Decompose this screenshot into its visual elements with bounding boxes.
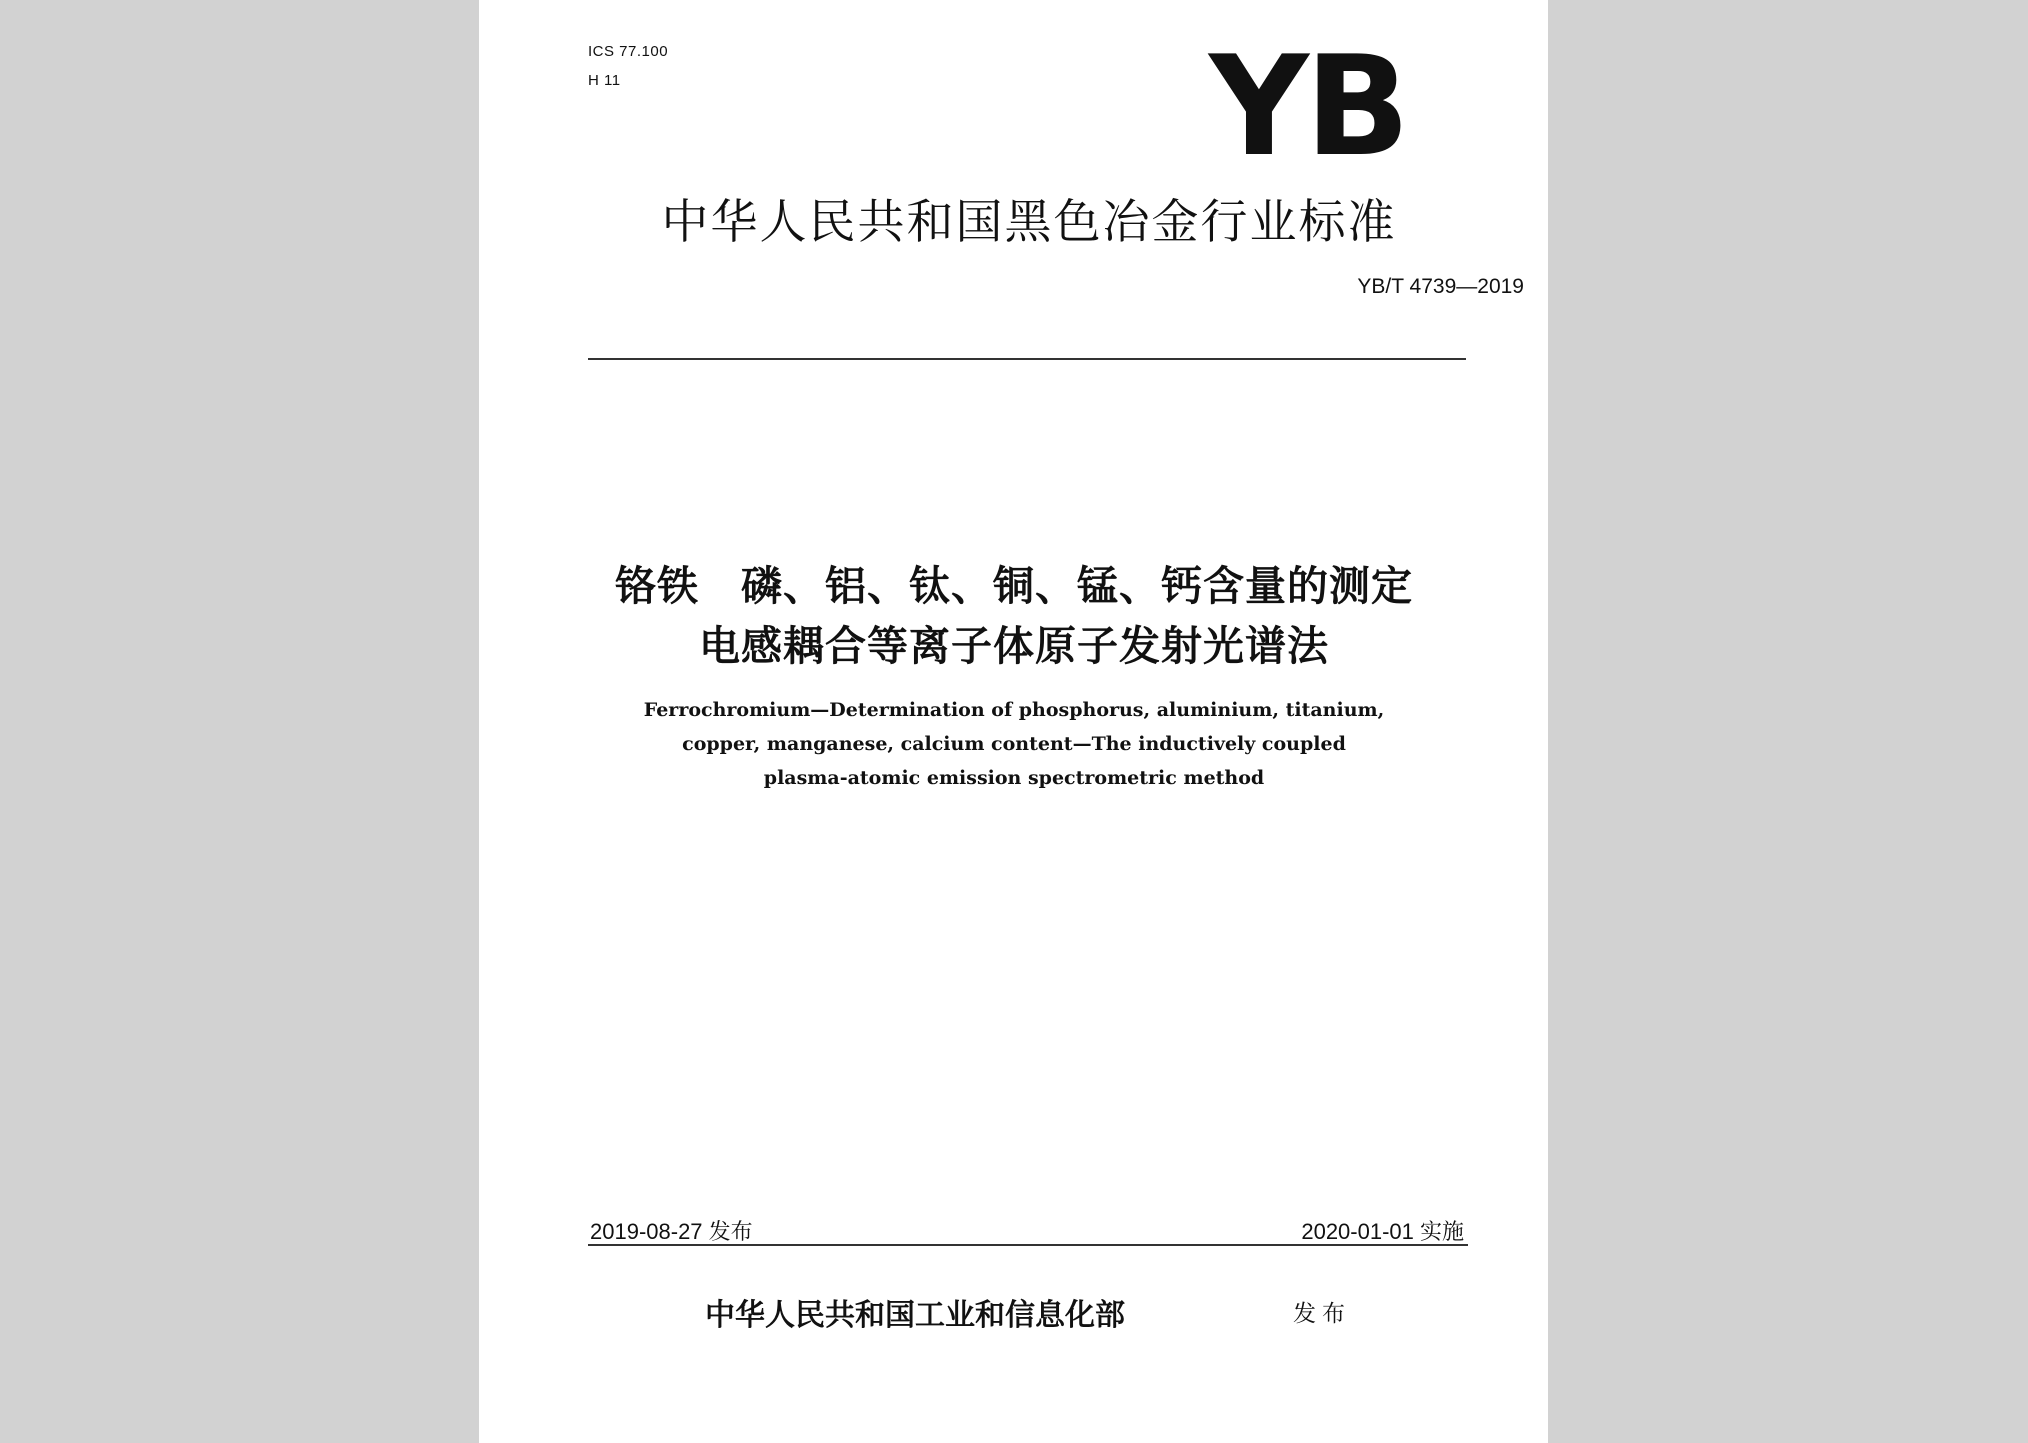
- header-divider: [588, 358, 1466, 360]
- standard-number: YB/T 4739—2019: [1357, 275, 1524, 298]
- yb-logo: YB: [1209, 26, 1407, 187]
- english-title-line-3: plasma-atomic emission spectrometric method: [763, 767, 1265, 789]
- footer-divider: [588, 1244, 1468, 1246]
- standard-category-title: 中华人民共和国黑色冶金行业标准: [661, 195, 1397, 250]
- chinese-title-line-1: 铬铁 磷、铝、钛、铜、锰、钙含量的测定: [615, 562, 1413, 610]
- ics-code: ICS 77.100: [588, 43, 669, 60]
- ccs-code: H 11: [588, 72, 621, 89]
- implementation-date: 2020-01-01 实施: [1301, 1219, 1464, 1244]
- issue-date: 2019-08-27 发布: [590, 1219, 753, 1244]
- publish-label: 发布: [1293, 1301, 1351, 1327]
- standard-cover-page: [479, 0, 1548, 1443]
- english-title-line-2: copper, manganese, calcium content—The inductively coupled: [682, 733, 1346, 755]
- chinese-title-line-2: 电感耦合等离子体原子发射光谱法: [699, 622, 1329, 670]
- english-title-line-1: Ferrochromium—Determination of phosphorus, aluminium, titanium,: [643, 699, 1385, 721]
- publisher-name: 中华人民共和国工业和信息化部: [705, 1298, 1125, 1333]
